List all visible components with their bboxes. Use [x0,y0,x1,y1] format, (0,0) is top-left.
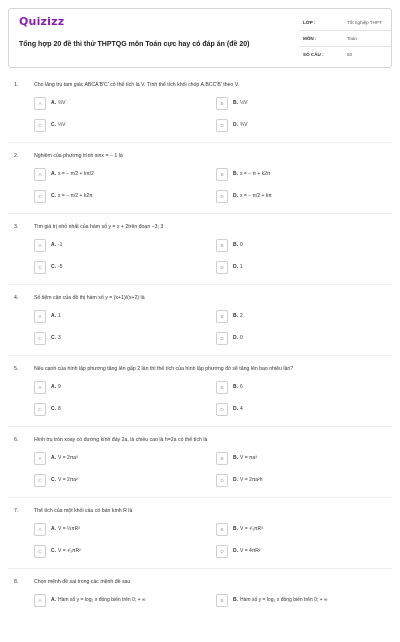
option-text [51,122,66,128]
option-d[interactable] [216,403,372,416]
option-label: B. [233,171,238,177]
question-number: 4. [14,295,19,301]
option-label: A. [51,171,56,177]
option-text [233,193,272,199]
option-value: 8 [58,406,61,412]
option-letter-box: C [34,261,46,274]
option-letter-box: A [34,239,46,252]
question-8 [0,571,400,642]
option-d[interactable] [216,119,372,132]
option-value: x = − π/2 + kπ/2 [58,171,94,177]
option-letter-box: B [216,97,228,110]
option-text [51,193,93,199]
question-text: Thể tích của một khối cầu có bán kính R là [34,508,133,514]
meta-row-count [299,47,391,63]
option-value: 0 [240,242,243,248]
option-a[interactable] [34,594,190,607]
meta-row-subject [299,31,391,47]
question-number: 8. [14,579,19,585]
option-value: V = ⁴⁄₃πR³ [240,526,263,532]
option-text [233,406,243,412]
option-label: A. [51,526,56,532]
option-text [233,313,243,319]
option-c[interactable] [34,119,190,132]
option-c[interactable] [34,474,190,487]
option-text [51,548,81,554]
option-a[interactable] [34,452,190,465]
question-divider [8,284,392,285]
option-label: A. [51,313,56,319]
question-text: Tìm giá trị nhỏ nhất của hàm số y = x + 2trên đoạn −3; 3 [34,224,164,230]
option-value: 6 [240,384,243,390]
option-letter-box: B [216,310,228,323]
option-d[interactable] [216,332,372,345]
option-label: D. [233,406,238,412]
option-value: ⅔V [58,100,66,106]
document-title: Tổng hợp 20 đề thi thử THPTQG môn Toán cực hay có đáp án (đề 20) [19,41,250,48]
question-number: 3. [14,224,19,230]
question-4 [0,287,400,358]
question-divider [8,426,392,427]
question-5 [0,358,400,429]
option-d[interactable] [216,190,372,203]
meta-table [299,15,391,63]
question-divider [8,355,392,356]
question-3 [0,216,400,287]
option-value: x = − π/2 + k2π [58,193,93,199]
option-text [233,455,257,461]
meta-label: MÔN : [303,36,317,41]
option-value: V = ⅓πR³ [58,526,80,532]
option-value: -1 [58,242,63,248]
option-letter-box: D [216,190,228,203]
option-label: D. [233,477,238,483]
question-text: Số tiệm cận của đồ thị hàm số y = (x+1)/(x+2) là [34,295,145,301]
option-b[interactable] [216,523,372,536]
option-letter-box: C [34,332,46,345]
option-text [51,477,78,483]
question-number: 7. [14,508,19,514]
question-text: Nghiệm của phương trình sinx = − 1 là [34,153,123,159]
option-b[interactable] [216,310,372,323]
option-text [51,597,146,603]
option-label: D. [233,264,238,270]
option-c[interactable] [34,261,190,274]
quizizz-logo: Quizizz [19,15,65,28]
option-value: Hàm số y = log₂ x đồng biến trên 0; + ∞ [240,597,328,603]
option-d[interactable] [216,261,372,274]
option-label: C. [51,548,56,554]
option-d[interactable] [216,545,372,558]
option-label: A. [51,455,56,461]
option-text [51,242,62,248]
option-value: V = 4πR² [240,548,261,554]
option-value: 3 [58,335,61,341]
option-label: B. [233,597,238,603]
option-letter-box: C [34,119,46,132]
option-text [51,406,61,412]
option-c[interactable] [34,545,190,558]
option-text [233,264,243,270]
option-value: x = − π/2 + kπ [240,193,272,199]
option-letter-box: D [216,545,228,558]
option-text [233,242,243,248]
option-letter-box: C [34,545,46,558]
option-text [51,100,66,106]
question-text: Cho lăng trụ tam giác ABCA'B'C' có thể tích là V. Tính thể tích khối chóp A.BCC'B' theo V. [34,82,240,88]
option-letter-box: A [34,381,46,394]
document-header [8,8,392,68]
option-text [233,384,243,390]
option-text [51,526,80,532]
option-value: 4 [240,406,243,412]
option-value: V = πa³ [240,455,257,461]
option-letter-box: A [34,594,46,607]
option-value: 2 [240,313,243,319]
option-letter-box: A [34,452,46,465]
option-label: D. [233,335,238,341]
option-value: ⅓V [58,122,66,128]
option-letter-box: A [34,168,46,181]
option-c[interactable] [34,403,190,416]
question-number: 6. [14,437,19,443]
option-label: D. [233,548,238,554]
question-text: Chọn mệnh đề sai trong các mệnh đề sau [34,579,131,585]
option-value: V = 2πa²h [240,477,263,483]
option-text [51,384,61,390]
option-a[interactable] [34,523,190,536]
option-text [233,526,263,532]
question-text: Nếu cạnh của hình lập phương tăng lên gấp 2 lần thì thể tích của hình lập phương đó sẽ tăng lên bao nhiêu lần? [34,366,294,372]
option-value: x = − π + k2π [240,171,271,177]
option-b[interactable] [216,239,372,252]
option-text [51,171,94,177]
option-value: V = 2πa² [58,477,78,483]
option-value: Hàm số y = log₂ x đồng biến trên 0; + ∞ [58,597,146,603]
question-list [0,74,400,642]
option-text [233,122,248,128]
option-letter-box: B [216,523,228,536]
option-letter-box: B [216,381,228,394]
question-number: 5. [14,366,19,372]
option-d[interactable] [216,474,372,487]
option-text [233,597,328,603]
question-6 [0,429,400,500]
option-label: C. [51,264,56,270]
option-label: C. [51,335,56,341]
option-b[interactable] [216,168,372,181]
option-letter-box: C [34,403,46,416]
option-value: -5 [58,264,63,270]
meta-label: LỚP : [303,20,316,25]
option-label: B. [233,242,238,248]
option-letter-box: B [216,452,228,465]
option-letter-box: D [216,403,228,416]
option-value: ½V [240,100,248,106]
option-c[interactable] [34,190,190,203]
option-text [233,548,261,554]
option-label: B. [233,526,238,532]
option-text [233,171,270,177]
option-letter-box: D [216,261,228,274]
meta-row-class [299,15,391,31]
option-text [51,264,62,270]
option-label: A. [51,242,56,248]
option-value: 1 [58,313,61,319]
option-value: V = ⁴⁄₃πR² [58,548,81,554]
question-divider [8,213,392,214]
option-b[interactable] [216,97,372,110]
question-1 [0,74,400,145]
option-letter-box: A [34,97,46,110]
option-letter-box: D [216,332,228,345]
question-7 [0,500,400,571]
option-c[interactable] [34,332,190,345]
option-a[interactable] [34,239,190,252]
question-number: 2. [14,153,19,159]
question-number: 1. [14,82,19,88]
option-label: B. [233,100,238,106]
option-a[interactable] [34,168,190,181]
question-divider [8,142,392,143]
option-label: C. [51,477,56,483]
option-a[interactable] [34,381,190,394]
question-text: Hình trụ tròn xoay có đường kính đáy 2a, là chiều cao là h=2a có thể tích là [34,437,208,443]
option-text [51,455,78,461]
option-b[interactable] [216,381,372,394]
option-text [233,100,248,106]
option-letter-box: A [34,310,46,323]
meta-value: 50 [347,52,353,57]
question-divider [8,568,392,569]
option-value: V = 2πa³ [58,455,78,461]
option-label: D. [233,193,238,199]
option-label: C. [51,193,56,199]
option-value: 1 [240,264,243,270]
option-letter-box: B [216,239,228,252]
option-letter-box: A [34,523,46,536]
question-2 [0,145,400,216]
option-letter-box: C [34,190,46,203]
meta-value: Tốt nghiệp THPT [347,20,382,25]
option-label: A. [51,100,56,106]
option-label: A. [51,597,56,603]
option-label: D. [233,122,238,128]
option-value: ¾V [240,122,248,128]
option-label: C. [51,122,56,128]
meta-value: Toán [347,36,357,41]
option-a[interactable] [34,310,190,323]
option-b[interactable] [216,594,372,607]
option-label: B. [233,384,238,390]
option-value: 0 [240,335,243,341]
option-label: B. [233,455,238,461]
option-text [233,477,263,483]
option-label: C. [51,406,56,412]
option-letter-box: B [216,594,228,607]
meta-label: SỐ CÂU : [303,52,324,57]
option-text [51,313,61,319]
option-text [233,335,243,341]
option-label: A. [51,384,56,390]
option-label: B. [233,313,238,319]
option-letter-box: C [34,474,46,487]
option-letter-box: D [216,474,228,487]
option-b[interactable] [216,452,372,465]
option-text [51,335,61,341]
option-value: 9 [58,384,61,390]
option-letter-box: D [216,119,228,132]
question-divider [8,497,392,498]
option-a[interactable] [34,97,190,110]
option-letter-box: B [216,168,228,181]
